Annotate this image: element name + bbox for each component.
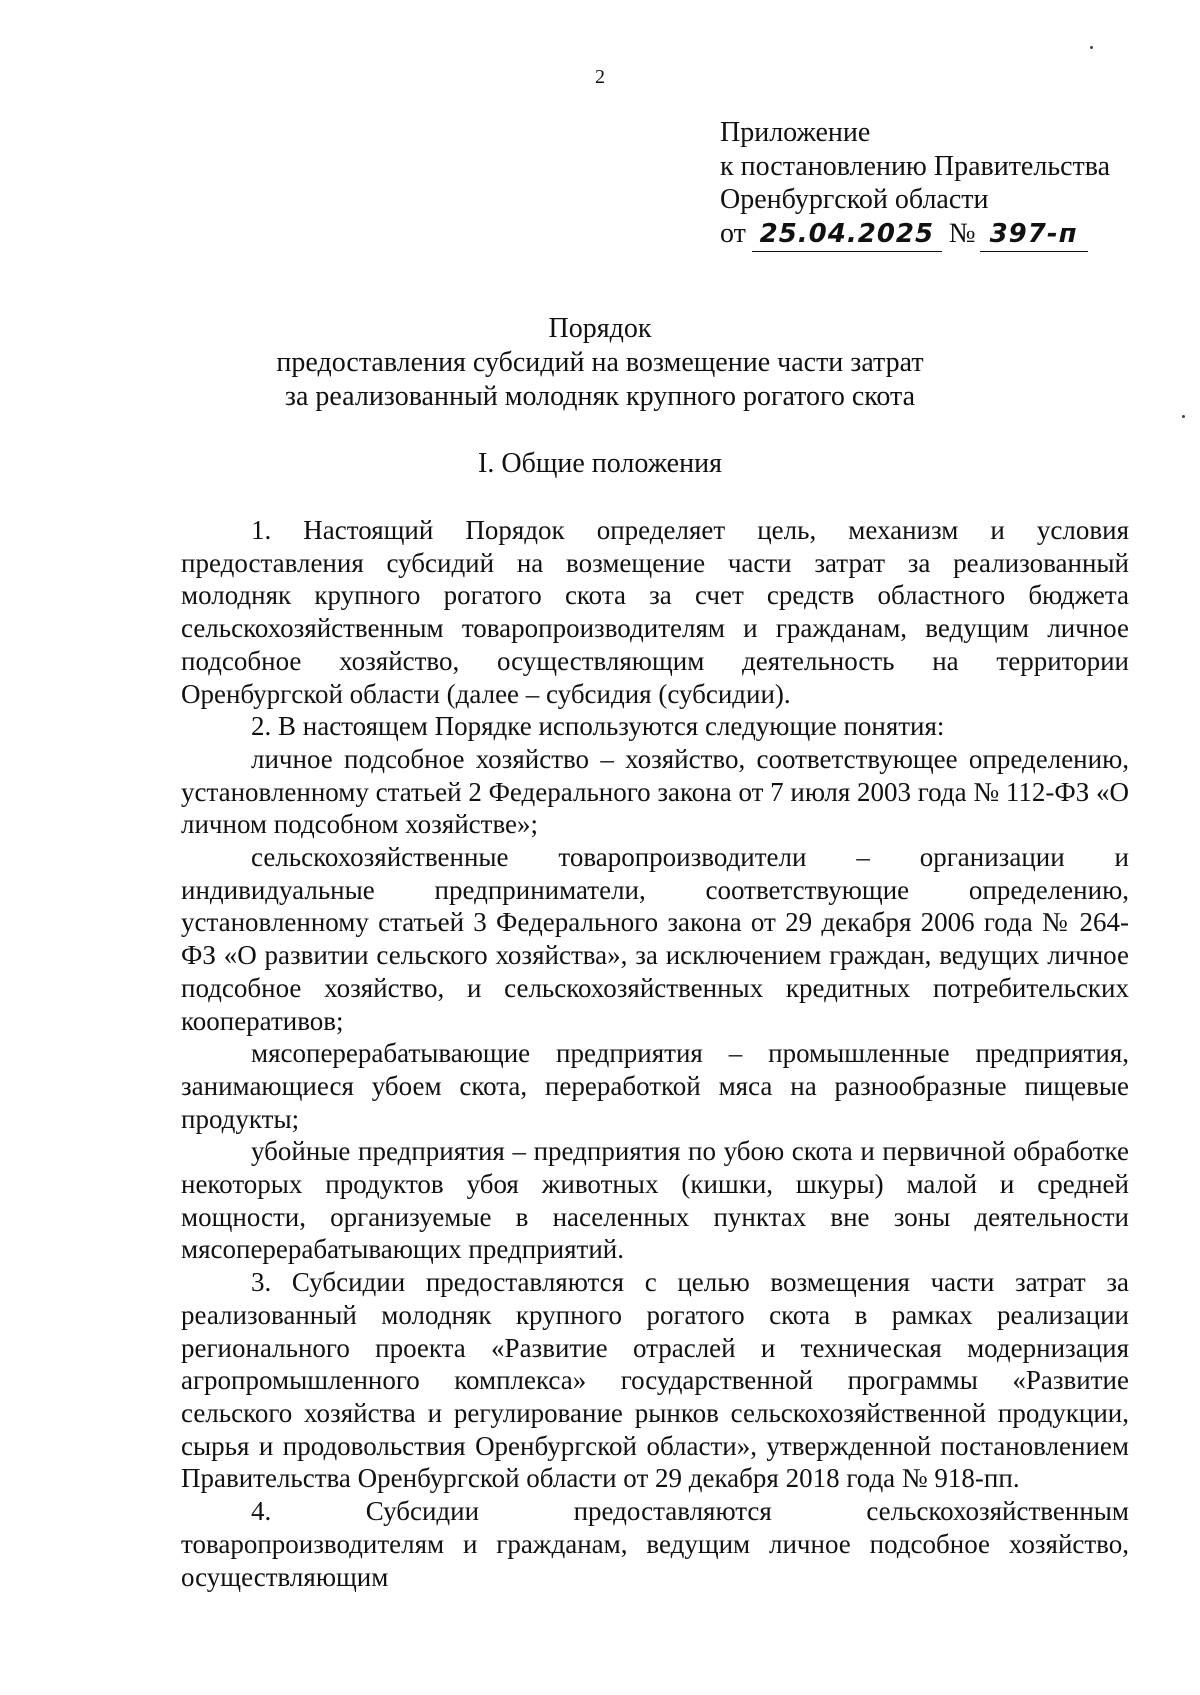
document-title xyxy=(0,312,1200,414)
paragraph-1: 1. Настоящий Порядок определяет цель, механизм и условия предоставления субсидий на возмещение части затрат за реализованный молодняк крупного рогатого скота за счет средств областного бюджета сельскохозяйственным товаропроизводителям и гражданам, ведущим личное подсобное хозяйство, осуществляющим деятельность на территории Оренбургской области (далее – субсидия (субсидии). xyxy=(181,515,1129,709)
paragraph-3: 3. Субсидии предоставляются с целью возмещения части затрат за реализованный молодняк крупного рогатого скота в рамках реализации регионального проекта «Развитие отраслей и техническая модернизация агропромышленного комплекса» государственной программы «Развитие сельского хозяйства и регулирование рынков сельскохозяйственной продукции, сырья и продовольствия Оренбургской области», утвержденной постановлением Правительства Оренбургской области от 29 декабря 2018 года № 918-пп. xyxy=(181,1267,1129,1494)
document-body xyxy=(181,514,1129,1593)
appendix-line-2: к постановлению Правительства xyxy=(720,150,1111,182)
handwritten-date: 25.04.2025 xyxy=(759,218,935,249)
definition-agri-producers: сельскохозяйственные товаропроизводители – организации и индивидуальные предприниматели, соответствующие определению, установленному статьей 3 Федерального закона от 29 декабря 2006 года № 264-ФЗ «О развитии сельского хозяйства», за исключением граждан, ведущих личное подсобное хозяйство, и сельскохозяйственных кредитных потребительских кооперативов; xyxy=(181,842,1129,1036)
appendix-heading: Приложение xyxy=(720,117,871,148)
number-prefix: № xyxy=(948,217,976,249)
title-line-2: предоставления субсидий на возмещение части затрат xyxy=(276,347,924,378)
date-prefix: от xyxy=(720,217,746,249)
appendix-block xyxy=(720,116,1110,252)
title-line-1: Порядок xyxy=(548,313,652,344)
definition-meat-processing: мясоперерабатывающие предприятия – промышленные предприятия, занимающиеся убоем скота, переработкой мяса на разнообразные пищевые продукты; xyxy=(181,1038,1129,1134)
paragraph-4: 4. Субсидии предоставляются сельскохозяйственным товаропроизводителям и гражданам, ведущим личное подсобное хозяйство, осуществляющим xyxy=(181,1496,1129,1592)
scan-speck xyxy=(1182,415,1185,418)
definition-personal-farm: личное подсобное хозяйство – хозяйство, соответствующее определению, установленному статьей 2 Федерального закона от 7 июля 2003 года № 112-ФЗ «О личном подсобном хозяйстве»; xyxy=(181,743,1129,840)
date-field xyxy=(752,217,942,253)
scan-speck xyxy=(1090,46,1093,49)
definition-slaughter: убойные предприятия – предприятия по убою скота и первичной обработке некоторых продуктов убоя животных (кишки, шкуры) малой и средней мощности, организуемые в населенных пунктах вне зоны деятельности мясоперерабатывающих предприятий. xyxy=(181,1136,1129,1265)
section-heading: I. Общие положения xyxy=(478,448,722,479)
page-number: 2 xyxy=(595,66,605,88)
handwritten-number: 397-п xyxy=(989,218,1078,249)
title-line-3: за реализованный молодняк крупного рогатого скота xyxy=(284,381,916,412)
paragraph-2: 2. В настоящем Порядке используются следующие понятия: xyxy=(251,711,945,742)
appendix-date-line xyxy=(720,217,1110,253)
number-field xyxy=(980,217,1088,253)
appendix-line-3: Оренбургской области xyxy=(720,184,989,215)
